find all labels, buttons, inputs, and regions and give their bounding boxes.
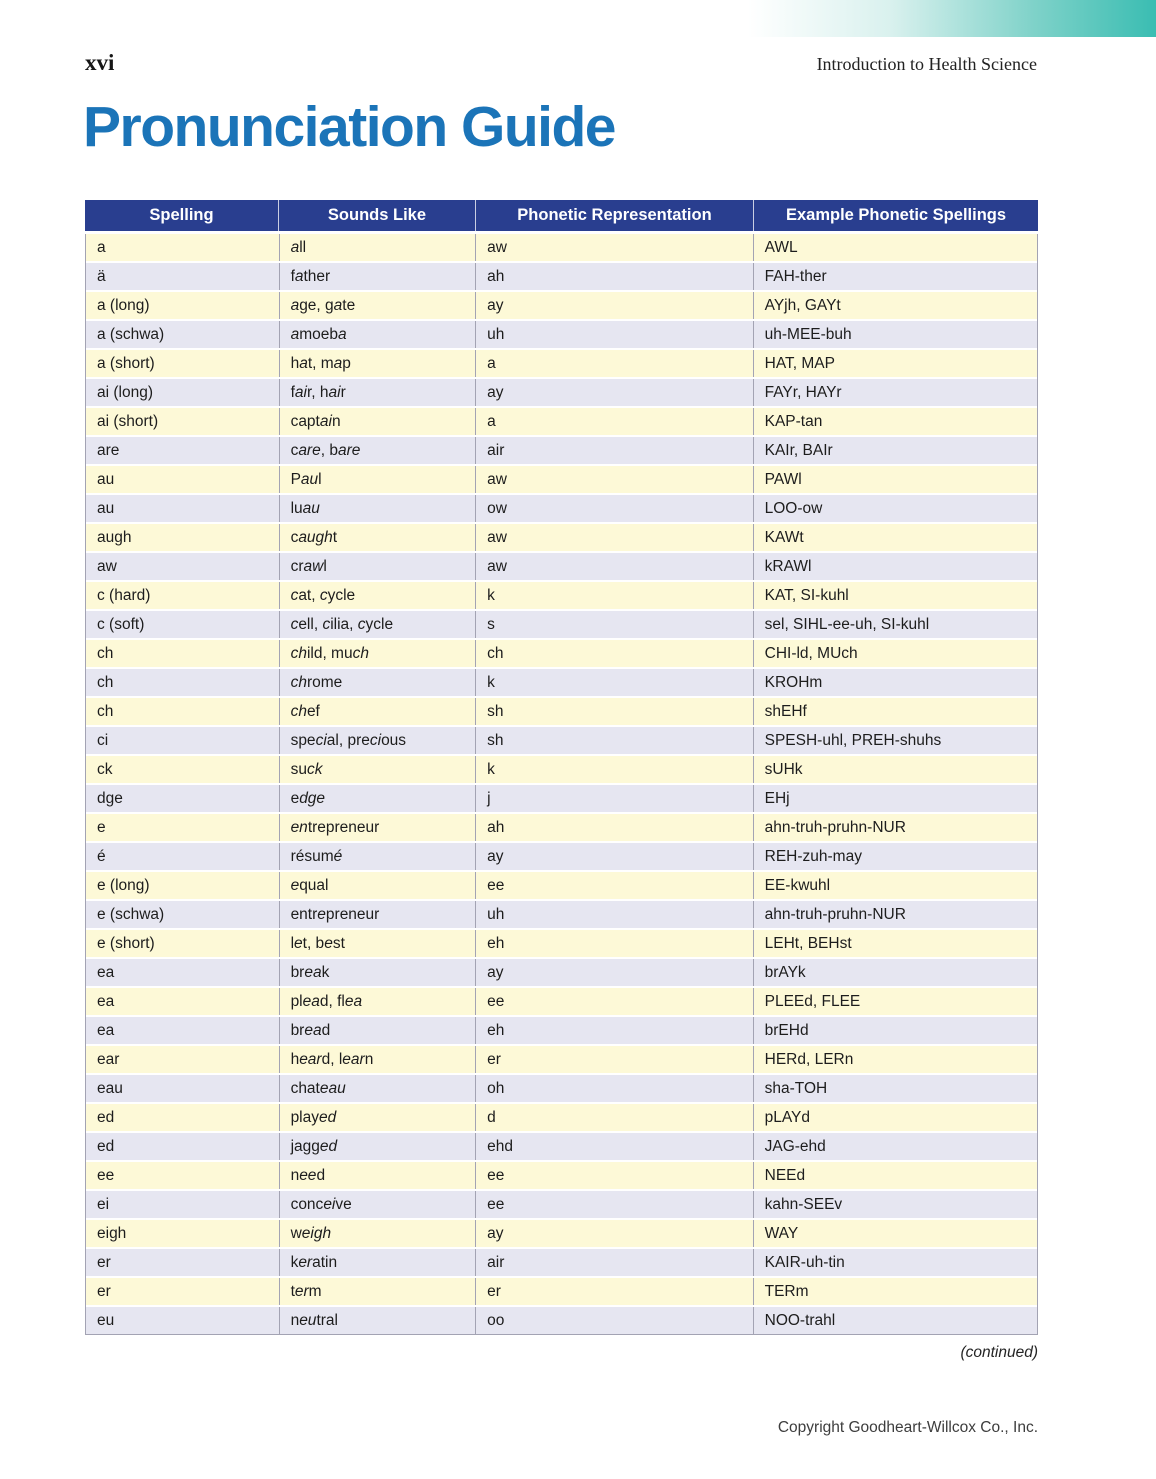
phonetic-cell: er [475, 1278, 753, 1305]
phonetic-cell: ee [475, 872, 753, 899]
table-row [86, 437, 1037, 464]
table-row [86, 930, 1037, 957]
column-header-spelling: Spelling [149, 206, 214, 224]
table-row [86, 1017, 1037, 1044]
table-row [86, 959, 1037, 986]
phonetic-cell: s [475, 611, 753, 638]
example-cell: kahn-SEEv [753, 1191, 1037, 1218]
phonetic-cell: ehd [475, 1133, 753, 1160]
sounds-like-cell: c augh t [279, 524, 476, 551]
table-row [86, 1220, 1037, 1247]
example-cell: brEHd [753, 1017, 1037, 1044]
sounds-like-cell: k er atin [279, 1249, 476, 1276]
example-cell: shEHf [753, 698, 1037, 725]
sounds-like-cell: jagg ed [279, 1133, 476, 1160]
example-cell: LOO-ow [753, 495, 1037, 522]
pronunciation-table [85, 200, 1038, 1335]
example-cell: TERm [753, 1278, 1037, 1305]
example-cell: NEEd [753, 1162, 1037, 1189]
sounds-like-cell: t er m [279, 1278, 476, 1305]
spelling-cell: ch [86, 698, 279, 725]
phonetic-cell: ee [475, 1191, 753, 1218]
table-row [86, 785, 1037, 812]
table-row [86, 988, 1037, 1015]
spelling-cell: dge [86, 785, 279, 812]
spelling-cell: a (short) [86, 350, 279, 377]
column-header-sounds-like: Sounds Like [278, 200, 475, 231]
example-cell: AYjh, GAYt [753, 292, 1037, 319]
table-row [86, 843, 1037, 870]
spelling-cell: é [86, 843, 279, 870]
sounds-like-cell: h a t, m a p [279, 350, 476, 377]
phonetic-cell: air [475, 1249, 753, 1276]
example-cell: WAY [753, 1220, 1037, 1247]
spelling-cell: ch [86, 640, 279, 667]
example-cell: FAH-ther [753, 263, 1037, 290]
sounds-like-cell: ch ef [279, 698, 476, 725]
phonetic-cell: a [475, 350, 753, 377]
phonetic-cell: ee [475, 1162, 753, 1189]
example-cell: EE-kwuhl [753, 872, 1037, 899]
sounds-like-cell: pl ea d, fl ea [279, 988, 476, 1015]
phonetic-cell: k [475, 582, 753, 609]
table-row [86, 553, 1037, 580]
spelling-cell: c (hard) [86, 582, 279, 609]
table-row [86, 1307, 1037, 1334]
phonetic-cell: sh [475, 727, 753, 754]
spelling-cell: e (schwa) [86, 901, 279, 928]
spelling-cell: au [86, 466, 279, 493]
phonetic-cell: eh [475, 1017, 753, 1044]
spelling-cell: ck [86, 756, 279, 783]
table-body [85, 234, 1038, 1335]
table-row [86, 1075, 1037, 1102]
example-cell: ahn-truh-pruhn-NUR [753, 814, 1037, 841]
sounds-like-cell: cr aw l [279, 553, 476, 580]
spelling-cell: ed [86, 1133, 279, 1160]
example-cell: brAYk [753, 959, 1037, 986]
table-row [86, 582, 1037, 609]
example-cell: CHI-ld, MUch [753, 640, 1037, 667]
phonetic-cell: er [475, 1046, 753, 1073]
spelling-cell: a (long) [86, 292, 279, 319]
table-row [86, 669, 1037, 696]
spelling-cell: au [86, 495, 279, 522]
example-cell: ahn-truh-pruhn-NUR [753, 901, 1037, 928]
phonetic-cell: aw [475, 553, 753, 580]
table-row [86, 350, 1037, 377]
sounds-like-cell: P au l [279, 466, 476, 493]
spelling-cell: ci [86, 727, 279, 754]
spelling-cell: augh [86, 524, 279, 551]
example-cell: EHj [753, 785, 1037, 812]
sounds-like-cell: c ell, c ilia, c ycle [279, 611, 476, 638]
page-header [85, 50, 1037, 76]
phonetic-cell: oh [475, 1075, 753, 1102]
sounds-like-cell: c at, c ycle [279, 582, 476, 609]
example-cell: sUHk [753, 756, 1037, 783]
phonetic-cell: ay [475, 843, 753, 870]
phonetic-cell: ah [475, 814, 753, 841]
phonetic-cell: j [475, 785, 753, 812]
phonetic-cell: ay [475, 959, 753, 986]
example-cell: REH-zuh-may [753, 843, 1037, 870]
example-cell: LEHt, BEHst [753, 930, 1037, 957]
table-row [86, 292, 1037, 319]
spelling-cell: ai (short) [86, 408, 279, 435]
sounds-like-cell: capt ai n [279, 408, 476, 435]
table-row [86, 321, 1037, 348]
table-row [86, 1191, 1037, 1218]
phonetic-cell: aw [475, 524, 753, 551]
teal-accent-bar [748, 0, 1156, 37]
page-title: Pronunciation Guide [83, 95, 616, 159]
phonetic-cell: sh [475, 698, 753, 725]
copyright-notice: Copyright Goodheart-Willcox Co., Inc. [777, 1419, 1038, 1436]
sounds-like-cell: a ge, g a te [279, 292, 476, 319]
example-cell: KROHm [753, 669, 1037, 696]
spelling-cell: eigh [86, 1220, 279, 1247]
table-row [86, 1046, 1037, 1073]
example-cell: KAIR-uh-tin [753, 1249, 1037, 1276]
example-cell: kRAWl [753, 553, 1037, 580]
example-cell: JAG-ehd [753, 1133, 1037, 1160]
spelling-cell: a (schwa) [86, 321, 279, 348]
table-row [86, 234, 1037, 261]
sounds-like-cell: en trepreneur [279, 814, 476, 841]
spelling-cell: aw [86, 553, 279, 580]
table-row [86, 1249, 1037, 1276]
phonetic-cell: d [475, 1104, 753, 1131]
table-row [86, 1162, 1037, 1189]
phonetic-cell: uh [475, 321, 753, 348]
phonetic-cell: k [475, 669, 753, 696]
table-header-row [85, 200, 1038, 231]
sounds-like-cell: play ed [279, 1104, 476, 1131]
table-row [86, 727, 1037, 754]
table-row [86, 379, 1037, 406]
example-cell: uh-MEE-buh [753, 321, 1037, 348]
sounds-like-cell: a ll [279, 234, 476, 261]
spelling-cell: c (soft) [86, 611, 279, 638]
example-cell: PLEEd, FLEE [753, 988, 1037, 1015]
phonetic-cell: eh [475, 930, 753, 957]
example-cell: FAYr, HAYr [753, 379, 1037, 406]
example-cell: KAIr, BAIr [753, 437, 1037, 464]
example-cell: PAWl [753, 466, 1037, 493]
sounds-like-cell: c are , b are [279, 437, 476, 464]
spelling-cell: ea [86, 988, 279, 1015]
spelling-cell: ea [86, 959, 279, 986]
table-row [86, 901, 1037, 928]
example-cell: SPESH-uhl, PREH-shuhs [753, 727, 1037, 754]
sounds-like-cell: n ee d [279, 1162, 476, 1189]
example-cell: pLAYd [753, 1104, 1037, 1131]
table-row [86, 495, 1037, 522]
example-cell: HERd, LERn [753, 1046, 1037, 1073]
phonetic-cell: k [475, 756, 753, 783]
spelling-cell: er [86, 1278, 279, 1305]
sounds-like-cell: w eigh [279, 1220, 476, 1247]
phonetic-cell: aw [475, 234, 753, 261]
example-cell: NOO-trahl [753, 1307, 1037, 1334]
table-row [86, 1104, 1037, 1131]
sounds-like-cell: e dge [279, 785, 476, 812]
example-cell: sha-TOH [753, 1075, 1037, 1102]
example-cell: HAT, MAP [753, 350, 1037, 377]
spelling-cell: a [86, 234, 279, 261]
spelling-cell: ei [86, 1191, 279, 1218]
phonetic-cell: a [475, 408, 753, 435]
sounds-like-cell: su ck [279, 756, 476, 783]
example-cell: AWL [753, 234, 1037, 261]
table-row [86, 698, 1037, 725]
sounds-like-cell: spe ci al, pre ci ous [279, 727, 476, 754]
spelling-cell: ea [86, 1017, 279, 1044]
sounds-like-cell: conc ei ve [279, 1191, 476, 1218]
sounds-like-cell: ch rome [279, 669, 476, 696]
sounds-like-cell: n eu tral [279, 1307, 476, 1334]
sounds-like-cell: h ear d, l ear n [279, 1046, 476, 1073]
table-row [86, 1278, 1037, 1305]
table-row [86, 263, 1037, 290]
phonetic-cell: air [475, 437, 753, 464]
sounds-like-cell: e qual [279, 872, 476, 899]
spelling-cell: er [86, 1249, 279, 1276]
sounds-like-cell: chat eau [279, 1075, 476, 1102]
table-row [86, 1133, 1037, 1160]
sounds-like-cell: entr e preneur [279, 901, 476, 928]
phonetic-cell: ay [475, 379, 753, 406]
table-row [86, 408, 1037, 435]
example-cell: KAT, SI-kuhl [753, 582, 1037, 609]
phonetic-cell: ay [475, 1220, 753, 1247]
spelling-cell: ed [86, 1104, 279, 1131]
example-cell: KAP-tan [753, 408, 1037, 435]
page-number: xvi [85, 50, 115, 75]
table-row [86, 611, 1037, 638]
phonetic-cell: ch [475, 640, 753, 667]
spelling-cell: e (short) [86, 930, 279, 957]
phonetic-cell: ah [475, 263, 753, 290]
spelling-cell: ear [86, 1046, 279, 1073]
sounds-like-cell: ch ild, mu ch [279, 640, 476, 667]
phonetic-cell: ow [475, 495, 753, 522]
sounds-like-cell: résum é [279, 843, 476, 870]
table-row [86, 640, 1037, 667]
phonetic-cell: aw [475, 466, 753, 493]
sounds-like-cell: l e t, b e st [279, 930, 476, 957]
spelling-cell: e (long) [86, 872, 279, 899]
column-header-example-phonetic-spellings: Example Phonetic Spellings [753, 200, 1038, 231]
sounds-like-cell: f ai r, h ai r [279, 379, 476, 406]
sounds-like-cell: br ea k [279, 959, 476, 986]
spelling-cell: are [86, 437, 279, 464]
sounds-like-cell: f a ther [279, 263, 476, 290]
phonetic-cell: oo [475, 1307, 753, 1334]
sounds-like-cell: br ea d [279, 1017, 476, 1044]
phonetic-cell: ee [475, 988, 753, 1015]
phonetic-cell: ay [475, 292, 753, 319]
table-row [86, 814, 1037, 841]
spelling-cell: ch [86, 669, 279, 696]
phonetic-cell: uh [475, 901, 753, 928]
continued-note: (continued) [960, 1344, 1038, 1361]
spelling-cell: ä [86, 263, 279, 290]
sounds-like-cell: a moeb a [279, 321, 476, 348]
spelling-cell: ee [86, 1162, 279, 1189]
sounds-like-cell: lu au [279, 495, 476, 522]
example-cell: KAWt [753, 524, 1037, 551]
table-row [86, 756, 1037, 783]
spelling-cell: e [86, 814, 279, 841]
table-row [86, 524, 1037, 551]
spelling-cell: ai (long) [86, 379, 279, 406]
table-row [86, 872, 1037, 899]
column-header-phonetic-representation: Phonetic Representation [475, 200, 753, 231]
running-header: Introduction to Health Science [816, 54, 1037, 74]
spelling-cell: eau [86, 1075, 279, 1102]
spelling-cell: eu [86, 1307, 279, 1334]
table-row [86, 466, 1037, 493]
example-cell: sel, SIHL-ee-uh, SI-kuhl [753, 611, 1037, 638]
